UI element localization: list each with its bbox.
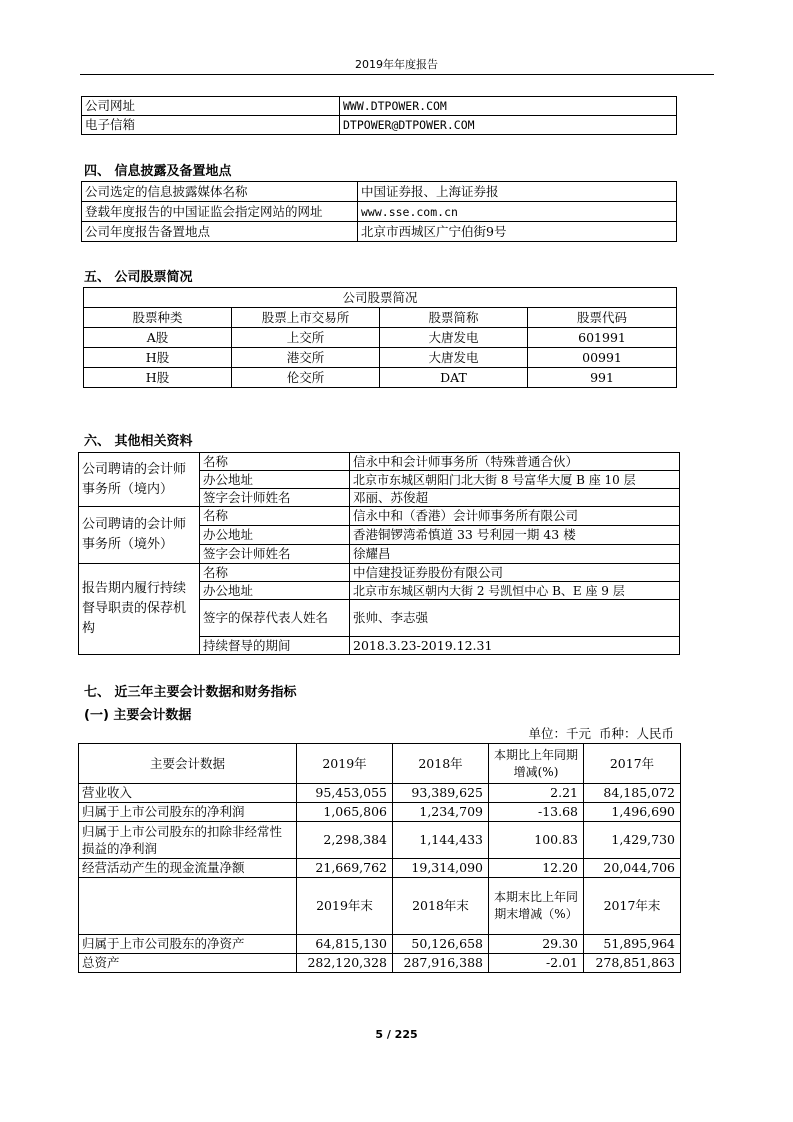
table-row	[82, 222, 677, 242]
table-row	[79, 954, 681, 973]
website-value: WWW.DTPOWER.COM	[340, 97, 677, 116]
cell: 282,120,328	[297, 954, 393, 973]
website-designated-label: 登载年度报告的中国证监会指定网站的网址	[82, 202, 358, 222]
sponsor-label: 报告期内履行持续督导职责的保荐机构	[79, 564, 200, 655]
stock-name-header: 股票简称	[380, 308, 528, 328]
cell: 张帅、李志强	[350, 600, 680, 637]
domestic-auditor-label: 公司聘请的会计师事务所（境内）	[79, 453, 200, 507]
website-designated-value: www.sse.com.cn	[358, 202, 677, 222]
cell: 名称	[200, 564, 350, 582]
table-row	[82, 182, 677, 202]
section4-title: 四、 信息披露及备置地点	[84, 164, 232, 179]
cell: 签字的保荐代表人姓名	[200, 600, 350, 637]
cell: A股	[84, 328, 232, 348]
cell: 归属于上市公司股东的净利润	[79, 803, 297, 822]
cell: 21,669,762	[297, 859, 393, 878]
cell: 香港铜锣湾希慎道 33 号利园一期 43 楼	[350, 526, 680, 545]
cell: 本期末比上年同期末增减（%）	[489, 878, 584, 935]
cell: 2018年末	[393, 878, 489, 935]
cell: 办公地址	[200, 471, 350, 489]
media-value: 中国证券报、上海证券报	[358, 182, 677, 202]
section6-title: 六、 其他相关资料	[84, 434, 193, 449]
section7-subtitle: (一) 主要会计数据	[84, 708, 192, 723]
media-label: 公司选定的信息披露媒体名称	[82, 182, 358, 202]
table-row	[79, 859, 681, 878]
cell: 归属于上市公司股东的扣除非经常性损益的净利润	[79, 822, 297, 859]
other-info-table	[78, 452, 680, 655]
cell: 20,044,706	[584, 859, 681, 878]
cell: 95,453,055	[297, 784, 393, 803]
cell: H股	[84, 368, 232, 388]
table-row	[84, 348, 677, 368]
cell: 营业收入	[79, 784, 297, 803]
email-value: DTPOWER@DTPOWER.COM	[340, 116, 677, 135]
cell: 1,065,806	[297, 803, 393, 822]
cell: 办公地址	[200, 526, 350, 545]
cell: 84,185,072	[584, 784, 681, 803]
cell: 办公地址	[200, 582, 350, 600]
cell: 2018年	[393, 744, 489, 784]
report-header-title: 2019年年度报告	[355, 58, 438, 71]
table-row	[82, 202, 677, 222]
stock-code-header: 股票代码	[528, 308, 677, 328]
page-number: 5 / 225	[375, 1028, 418, 1041]
table-row	[84, 328, 677, 348]
cell: 19,314,090	[393, 859, 489, 878]
contact-row-email	[82, 116, 677, 135]
cell: 2.21	[489, 784, 584, 803]
cell: 总资产	[79, 954, 297, 973]
cell: 50,126,658	[393, 935, 489, 954]
cell: 2017年末	[584, 878, 681, 935]
cell: -2.01	[489, 954, 584, 973]
cell: 12.20	[489, 859, 584, 878]
stock-table-title: 公司股票简况	[84, 288, 677, 308]
stock-table	[83, 287, 677, 388]
cell: DAT	[380, 368, 528, 388]
cell: 信永中和会计师事务所（特殊普通合伙）	[350, 453, 680, 471]
cell: 100.83	[489, 822, 584, 859]
cell: -13.68	[489, 803, 584, 822]
cell: 北京市东城区朝内大街 2 号凯恒中心 B、E 座 9 层	[350, 582, 680, 600]
cell: 2018.3.23-2019.12.31	[350, 637, 680, 655]
cell: 1,496,690	[584, 803, 681, 822]
cell: 信永中和（香港）会计师事务所有限公司	[350, 507, 680, 526]
cell: 2017年	[584, 744, 681, 784]
cell: H股	[84, 348, 232, 368]
cell: 29.30	[489, 935, 584, 954]
contact-table	[81, 96, 677, 135]
table-header-row	[84, 308, 677, 328]
table-row	[79, 803, 681, 822]
cell: 港交所	[232, 348, 380, 368]
stock-type-header: 股票种类	[84, 308, 232, 328]
cell: 名称	[200, 507, 350, 526]
cell: 名称	[200, 453, 350, 471]
cell: 经营活动产生的现金流量净额	[79, 859, 297, 878]
cell: 大唐发电	[380, 348, 528, 368]
cell: 持续督导的期间	[200, 637, 350, 655]
cell: 伦交所	[232, 368, 380, 388]
cell: 徐耀昌	[350, 545, 680, 564]
cell: 278,851,863	[584, 954, 681, 973]
cell: 1,234,709	[393, 803, 489, 822]
cell: 签字会计师姓名	[200, 545, 350, 564]
cell: 00991	[528, 348, 677, 368]
cell: 上交所	[232, 328, 380, 348]
cell: 1,429,730	[584, 822, 681, 859]
cell: 991	[528, 368, 677, 388]
cell	[79, 878, 297, 935]
cell: 51,895,964	[584, 935, 681, 954]
cell: 93,389,625	[393, 784, 489, 803]
unit-currency-note: 单位：千元 币种：人民币	[528, 726, 674, 741]
place-value: 北京市西城区广宁伯街9号	[358, 222, 677, 242]
cell: 大唐发电	[380, 328, 528, 348]
overseas-auditor-label: 公司聘请的会计师事务所（境外）	[79, 507, 200, 564]
cell: 邓丽、苏俊超	[350, 489, 680, 507]
cell: 主要会计数据	[79, 744, 297, 784]
cell: 归属于上市公司股东的净资产	[79, 935, 297, 954]
table-row	[79, 935, 681, 954]
financial-table	[78, 743, 681, 973]
cell: 北京市东城区朝阳门北大街 8 号富华大厦 B 座 10 层	[350, 471, 680, 489]
header-rule	[80, 74, 714, 75]
cell: 2,298,384	[297, 822, 393, 859]
cell: 1,144,433	[393, 822, 489, 859]
cell: 签字会计师姓名	[200, 489, 350, 507]
section7-title: 七、 近三年主要会计数据和财务指标	[84, 685, 297, 700]
cell: 601991	[528, 328, 677, 348]
cell: 本期比上年同期增减(%)	[489, 744, 584, 784]
cell: 64,815,130	[297, 935, 393, 954]
table-row	[79, 784, 681, 803]
contact-row-website	[82, 97, 677, 116]
table-header-row	[79, 744, 681, 784]
cell: 287,916,388	[393, 954, 489, 973]
section5-title: 五、 公司股票简况	[84, 270, 193, 285]
website-label: 公司网址	[82, 97, 340, 116]
cell: 2019年	[297, 744, 393, 784]
disclosure-table	[81, 181, 677, 242]
table-row	[84, 368, 677, 388]
table-row	[79, 822, 681, 859]
cell: 中信建投证券股份有限公司	[350, 564, 680, 582]
exchange-header: 股票上市交易所	[232, 308, 380, 328]
place-label: 公司年度报告备置地点	[82, 222, 358, 242]
cell: 2019年末	[297, 878, 393, 935]
email-label: 电子信箱	[82, 116, 340, 135]
table-header-row	[79, 878, 681, 935]
